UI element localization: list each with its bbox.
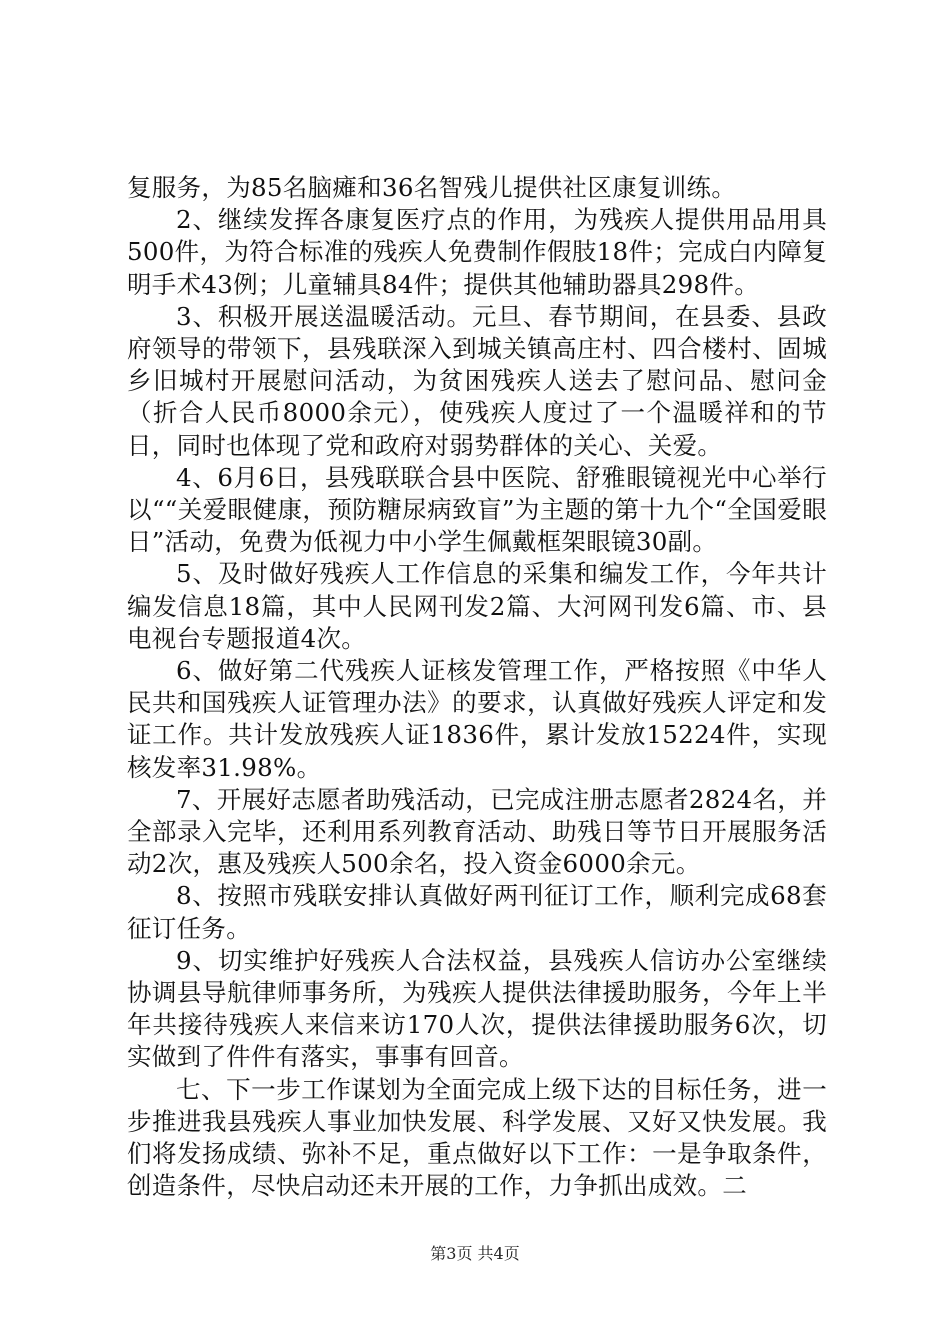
paragraph-item-5: 5、及时做好残疾人工作信息的采集和编发工作，今年共计编发信息18篇，其中人民网刊发2篇、大河网刊发6篇、市、县电视台专题报道4次。 <box>127 559 827 653</box>
paragraph-item-9: 9、切实维护好残疾人合法权益，县残疾人信访办公室继续协调县导航律师事务所，为残疾人提供法律援助服务，今年上半年共接待残疾人来信来访170人次，提供法律援助服务6次，切实做到了件件有落实，事事有回音。 <box>127 945 827 1072</box>
document-body <box>127 172 827 1203</box>
paragraph-item-2: 2、继续发挥各康复医疗点的作用，为残疾人提供用品用具500件，为符合标准的残疾人免费制作假肢18件；完成白内障复明手术43例；儿童辅具84件；提供其他辅助器具298件。 <box>127 205 827 299</box>
page-footer: 第3页 共4页 <box>430 1244 520 1263</box>
paragraph-item-7: 7、开展好志愿者助残活动，已完成注册志愿者2824名，并全部录入完毕，还利用系列教育活动、助残日等节日开展服务活动2次，惠及残疾人500余名，投入资金6000余元。 <box>127 784 827 879</box>
paragraph-next-steps: 七、下一步工作谋划为全面完成上级下达的目标任务，进一步推进我县残疾人事业加快发展、科学发展、又好又快发展。我们将发扬成绩、弥补不足，重点做好以下工作：一是争取条件，创造条件，尽快启动还未开展的工作，力争抓出成效。二 <box>127 1074 827 1201</box>
paragraph-item-3: 3、积极开展送温暖活动。元旦、春节期间，在县委、县政府领导的带领下，县残联深入到城关镇高庄村、四合楼村、固城乡旧城村开展慰问活动，为贫困残疾人送去了慰问品、慰问金（折合人民币8000余元），使残疾人度过了一个温暖祥和的节日，同时也体现了党和政府对弱势群体的关心、关爱。 <box>127 301 827 460</box>
paragraph-continuation: 复服务，为85名脑瘫和36名智残儿提供社区康复训练。 <box>127 173 737 202</box>
paragraph-item-4: 4、6月6日，县残联联合县中医院、舒雅眼镜视光中心举行以““关爱眼健康，预防糖尿病致盲”为主题的第十九个“全国爱眼日”活动，免费为低视力中小学生佩戴框架眼镜30副。 <box>127 462 827 557</box>
paragraph-item-6: 6、做好第二代残疾人证核发管理工作，严格按照《中华人民共和国残疾人证管理办法》的要求，认真做好残疾人评定和发证工作。共计发放残疾人证1836件，累计发放15224件，实现核发率31.98%。 <box>127 656 827 782</box>
paragraph-item-8: 8、按照市残联安排认真做好两刊征订工作，顺利完成68套征订任务。 <box>127 881 827 943</box>
